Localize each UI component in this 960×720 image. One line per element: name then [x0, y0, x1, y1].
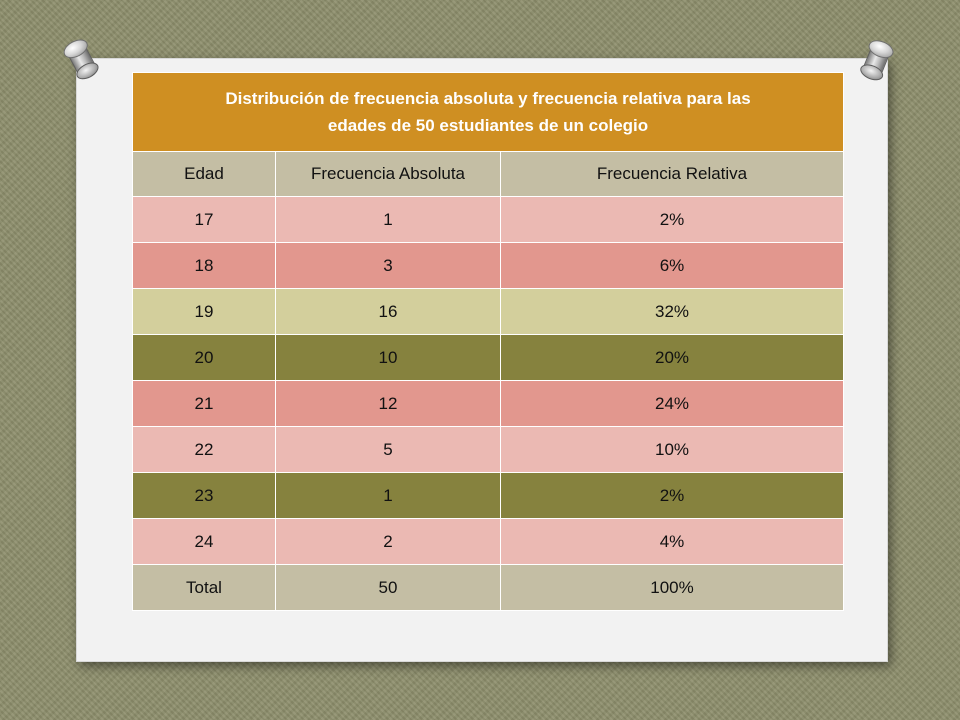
cell-edad: 22	[133, 427, 276, 473]
table-row	[133, 381, 844, 427]
pushpin-icon	[856, 36, 896, 82]
cell-edad: 21	[133, 381, 276, 427]
cell-frecuencia-absoluta: 16	[276, 289, 501, 335]
header-frecuencia-relativa: Frecuencia Relativa	[501, 152, 844, 197]
cell-frecuencia-absoluta: 5	[276, 427, 501, 473]
table-row	[133, 335, 844, 381]
cell-edad: 20	[133, 335, 276, 381]
header-edad: Edad	[133, 152, 276, 197]
table-row	[133, 473, 844, 519]
table-caption	[133, 73, 844, 152]
table-row	[133, 197, 844, 243]
cell-frecuencia-absoluta: 1	[276, 197, 501, 243]
table-row	[133, 519, 844, 565]
table-caption-line1: Distribución de frecuencia absoluta y frecuencia relativa para las	[225, 89, 751, 108]
cell-edad: 23	[133, 473, 276, 519]
header-frecuencia-absoluta: Frecuencia Absoluta	[276, 152, 501, 197]
table-row	[133, 289, 844, 335]
frequency-table	[132, 72, 844, 611]
cell-frecuencia-absoluta: 2	[276, 519, 501, 565]
cell-total-relativa: 100%	[501, 565, 844, 611]
table-header-row	[133, 152, 844, 197]
cell-frecuencia-absoluta: 10	[276, 335, 501, 381]
cell-frecuencia-relativa: 24%	[501, 381, 844, 427]
cell-frecuencia-absoluta: 12	[276, 381, 501, 427]
cell-frecuencia-relativa: 10%	[501, 427, 844, 473]
table-total-row	[133, 565, 844, 611]
cell-frecuencia-relativa: 32%	[501, 289, 844, 335]
cell-edad: 19	[133, 289, 276, 335]
cell-frecuencia-relativa: 2%	[501, 197, 844, 243]
table-row	[133, 427, 844, 473]
cell-edad: 18	[133, 243, 276, 289]
cell-frecuencia-relativa: 2%	[501, 473, 844, 519]
cell-total-label: Total	[133, 565, 276, 611]
cell-edad: 24	[133, 519, 276, 565]
cell-edad: 17	[133, 197, 276, 243]
cell-frecuencia-relativa: 6%	[501, 243, 844, 289]
cell-frecuencia-absoluta: 1	[276, 473, 501, 519]
cell-frecuencia-relativa: 4%	[501, 519, 844, 565]
cell-frecuencia-relativa: 20%	[501, 335, 844, 381]
cell-frecuencia-absoluta: 3	[276, 243, 501, 289]
table-caption-line2: edades de 50 estudiantes de un colegio	[327, 116, 649, 135]
table-caption-row	[133, 73, 844, 152]
table-row	[133, 243, 844, 289]
cell-total-absoluta: 50	[276, 565, 501, 611]
